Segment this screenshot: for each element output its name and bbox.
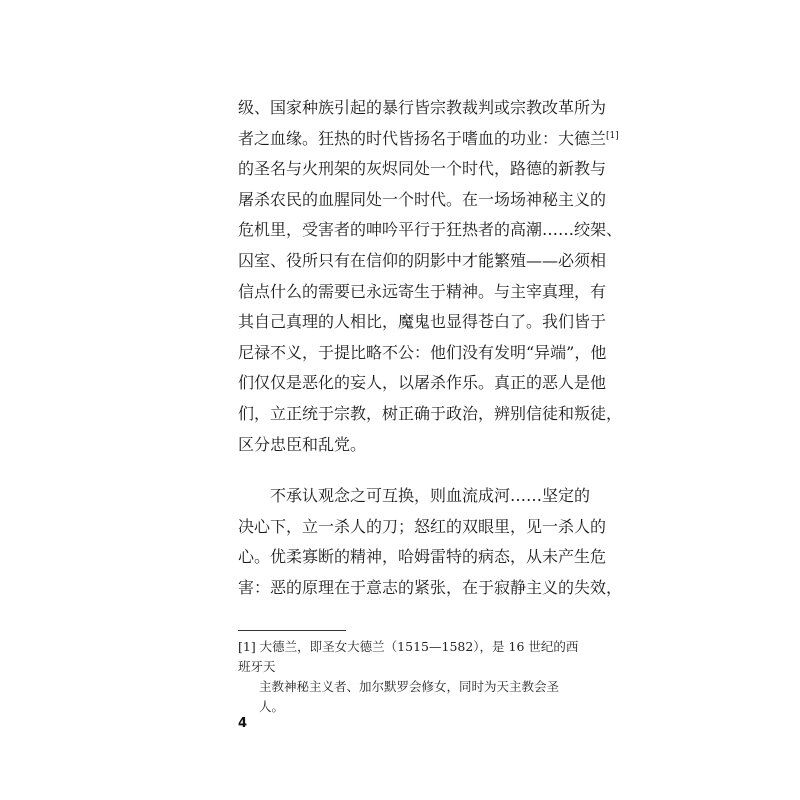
body-paragraph-1 [238, 93, 623, 460]
text-line: 其自己真理的人相比，魔鬼也显得苍白了。我们皆于 [238, 312, 607, 332]
page-number: 4 [238, 716, 248, 731]
text-line: 的圣名与火刑架的灰烬同处一个时代，路德的新教与 [238, 159, 607, 179]
text-line: 们仅仅是恶化的妄人，以屠杀作乐。真正的恶人是他 [238, 373, 607, 393]
body-paragraph-2 [238, 481, 623, 603]
text-line [238, 124, 619, 155]
text-line: 尼禄不义，于提比略不公：他们没有发明“异端”，他 [238, 342, 607, 362]
footnote-line: 主教神秘主义者、加尔默罗会修女，同时为天主教会圣人。 [259, 679, 560, 714]
footnote-divider [238, 630, 346, 631]
text-line: 决心下，立一杀人的刀；怒红的双眼里，见一杀人的 [238, 516, 607, 536]
footnote-reference[interactable]: [1] [606, 130, 619, 141]
text-segment: 者之血缘。狂热的时代皆扬名于嗜血的功业：大德兰 [238, 128, 607, 148]
text-line: 信点什么的需要已永远寄生于精神。与主宰真理，有 [238, 281, 607, 301]
text-line: 级、国家种族引起的暴行皆宗教裁判或宗教改革所为 [238, 98, 607, 117]
text-line: 心。优柔寡断的精神，哈姆雷特的病态，从未产生危 [238, 547, 607, 567]
footnote [238, 637, 583, 717]
text-line: 害：恶的原理在于意志的紧张，在于寂静主义的失效， [238, 577, 623, 597]
text-line: 危机里，受害者的呻吟平行于狂热者的高潮……绞架、 [238, 220, 623, 240]
text-line: 囚室、役所只有在信仰的阴影中才能繁殖——必须相 [238, 250, 607, 270]
text-line: 屠杀农民的血腥同处一个时代。在一场场神秘主义的 [238, 189, 607, 209]
text-line: 们，立正统于宗教，树正确于政治，辨别信徒和叛徒， [238, 403, 623, 423]
text-line: 区分忠臣和乱党。 [238, 434, 367, 454]
text-line: 不承认观念之可互换，则血流成河……坚定的 [270, 486, 591, 505]
footnote-line: [1] 大德兰，即圣女大德兰（1515—1582），是 16 世纪的西班牙天 [238, 639, 579, 674]
